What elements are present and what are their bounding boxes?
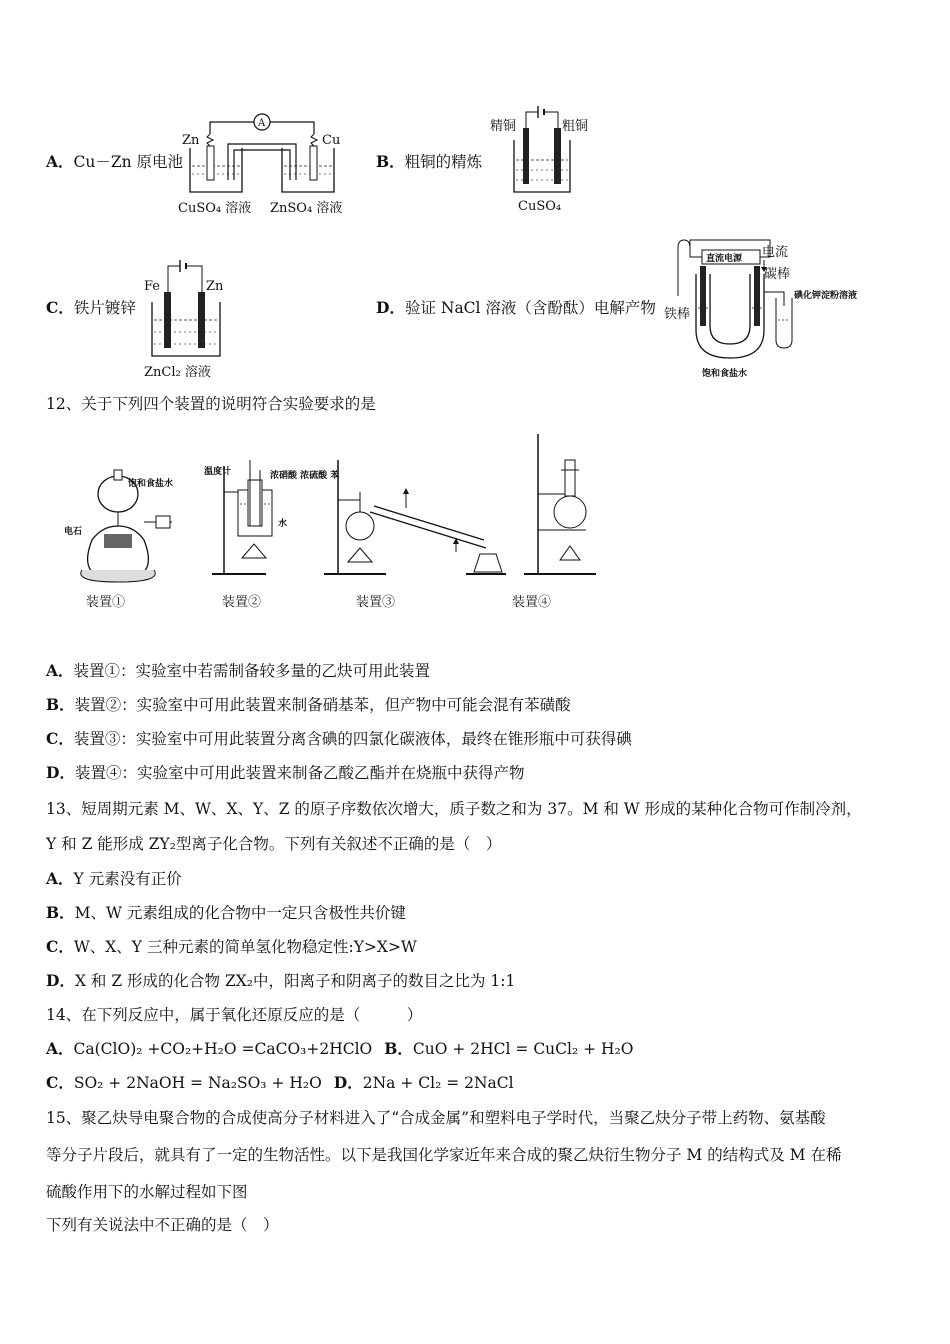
q12-option-d — [46, 763, 524, 783]
q14-options-line-1 — [46, 1039, 633, 1059]
q13-stem-line-1: 13、短周期元素 M、W、X、Y、Z 的原子序数依次增大，质子数之和为 37。M 和 W 形成的某种化合物可作制冷剂， — [46, 800, 862, 818]
option-prefix: C． — [46, 298, 74, 317]
option-prefix: B． — [384, 1039, 413, 1058]
option-text: W、X、Y 三种元素的简单氢化物稳定性:Y>X>W — [73, 938, 417, 956]
q13-option-a — [46, 869, 182, 889]
option-text: 装置④：实验室中可用此装置来制备乙酸乙酯并在烧瓶中获得产物 — [74, 764, 525, 782]
option-prefix: A． — [46, 661, 74, 680]
option-prefix: A． — [46, 152, 74, 171]
option-prefix: D． — [333, 1073, 363, 1092]
option-prefix: C． — [46, 729, 74, 748]
q13-option-c — [46, 937, 417, 957]
option-prefix: D． — [376, 298, 405, 317]
q15-line-3: 硫酸作用下的水解过程如下图 — [46, 1183, 248, 1201]
carbide-label: 电石 — [64, 527, 83, 537]
device-4-label: 装置④ — [512, 595, 552, 610]
crude-copper-label: 粗铜 — [562, 119, 589, 134]
device-2-label: 装置② — [222, 595, 262, 610]
option-prefix: C． — [46, 1073, 74, 1092]
q14-stem: 14、在下列反应中，属于氧化还原反应的是（ ） — [46, 1006, 423, 1024]
option-text: M、W 元素组成的化合物中一定只含极性共价键 — [74, 904, 406, 922]
pure-copper-label: 精铜 — [490, 119, 517, 134]
option-text: 装置②：实验室中可用此装置来制备硝基苯，但产物中可能会混有苯磺酸 — [74, 696, 571, 714]
zncl2-label: ZnCl₂ 溶液 — [144, 365, 211, 380]
figure-nacl-electrolysis — [660, 236, 858, 382]
option-prefix: B． — [376, 152, 405, 171]
brine-label: 饱和食盐水 — [702, 369, 748, 379]
carbon-rod-label: 碳棒 — [764, 267, 791, 282]
option-text: 粗铜的精炼 — [404, 153, 483, 171]
q12-option-c — [46, 729, 632, 749]
figure-cu-zn-cell — [172, 108, 362, 220]
option-d-text: 2Na + Cl₂ = 2NaCl — [362, 1074, 514, 1092]
option-text: X 和 Z 形成的化合物 ZX₂中，阳离子和阴离子的数目之比为 1:1 — [74, 972, 516, 990]
device-3-label: 装置③ — [356, 595, 396, 610]
q12-option-b — [46, 695, 571, 715]
q12-stem: 12、关于下列四个装置的说明符合实验要求的是 — [46, 395, 376, 413]
option-prefix: A． — [46, 1039, 74, 1058]
power-label: 直流电源 — [706, 254, 743, 264]
q15-line-4: 下列有关说法中不正确的是（ ） — [46, 1216, 279, 1234]
znso4-label: ZnSO₄ 溶液 — [270, 201, 343, 216]
ammeter-label: A — [258, 118, 266, 129]
figure-zinc-plating — [140, 256, 240, 384]
device-2 — [204, 460, 339, 610]
thermometer-label: 温度计 — [204, 467, 232, 477]
fe-label: Fe — [144, 279, 161, 294]
option-text: 验证 NaCl 溶液（含酚酞）电解产物 — [404, 299, 656, 317]
device-4 — [512, 434, 596, 610]
zn-label: Zn — [182, 133, 200, 148]
figure-copper-refining — [488, 100, 600, 218]
device-3 — [324, 460, 506, 610]
figure-q12-apparatus — [56, 430, 616, 616]
q13-option-b — [46, 903, 406, 923]
acid-label: 浓硝酸 浓硫酸 苯 — [270, 471, 340, 481]
brine-label: 饱和食盐水 — [128, 479, 174, 489]
cuso4-label: CuSO₄ 溶液 — [178, 201, 252, 216]
q11-option-a — [46, 152, 183, 172]
current-label: 电流 — [762, 245, 789, 260]
q13-stem-line-2: Y 和 Z 能形成 ZY₂型离子化合物。下列有关叙述不正确的是（ ） — [46, 835, 502, 853]
option-prefix: D． — [46, 763, 75, 782]
zn-label: Zn — [206, 279, 224, 294]
option-text: 装置③：实验室中可用此装置分离含碘的四氯化碳液体，最终在锥形瓶中可获得碘 — [73, 730, 632, 748]
water-label: 水 — [278, 519, 288, 529]
iron-rod-label: 铁棒 — [664, 307, 691, 322]
option-text: Y 元素没有正价 — [73, 870, 182, 888]
q14-options-line-2 — [46, 1073, 514, 1093]
option-a-text: Ca(ClO)₂ +CO₂+H₂O =CaCO₃+2HClO — [73, 1040, 373, 1058]
q11-option-b — [376, 152, 482, 172]
ki-starch-label: 碘化钾淀粉溶液 — [794, 291, 858, 301]
q11-option-c — [46, 298, 136, 318]
q13-option-d — [46, 971, 515, 991]
option-prefix: D． — [46, 971, 75, 990]
option-prefix: B． — [46, 695, 75, 714]
option-c-text: SO₂ + 2NaOH = Na₂SO₃ + H₂O — [73, 1074, 322, 1092]
option-prefix: A． — [46, 869, 74, 888]
q15-line-1: 15、聚乙炔导电聚合物的合成使高分子材料进入了“合成金属”和塑料电子学时代，当聚乙炔分子带上药物、氨基酸 — [46, 1109, 826, 1127]
cu-label: Cu — [322, 133, 341, 148]
q12-option-a — [46, 661, 430, 681]
option-text: Cu－Zn 原电池 — [73, 153, 184, 171]
q15-line-2: 等分子片段后，就具有了一定的生物活性。以下是我国化学家近年来合成的聚乙炔衍生物分子 M 的结构式及 M 在稀 — [46, 1146, 842, 1164]
option-prefix: B． — [46, 903, 75, 922]
device-1-label: 装置① — [86, 595, 126, 610]
q11-option-d — [376, 298, 656, 318]
device-1 — [64, 470, 173, 610]
option-text: 装置①：实验室中若需制备较多量的乙炔可用此装置 — [73, 662, 431, 680]
option-b-text: CuO + 2HCl = CuCl₂ + H₂O — [412, 1040, 634, 1058]
option-text: 铁片镀锌 — [73, 299, 136, 317]
cuso4-label: CuSO₄ — [518, 199, 562, 214]
option-prefix: C． — [46, 937, 74, 956]
